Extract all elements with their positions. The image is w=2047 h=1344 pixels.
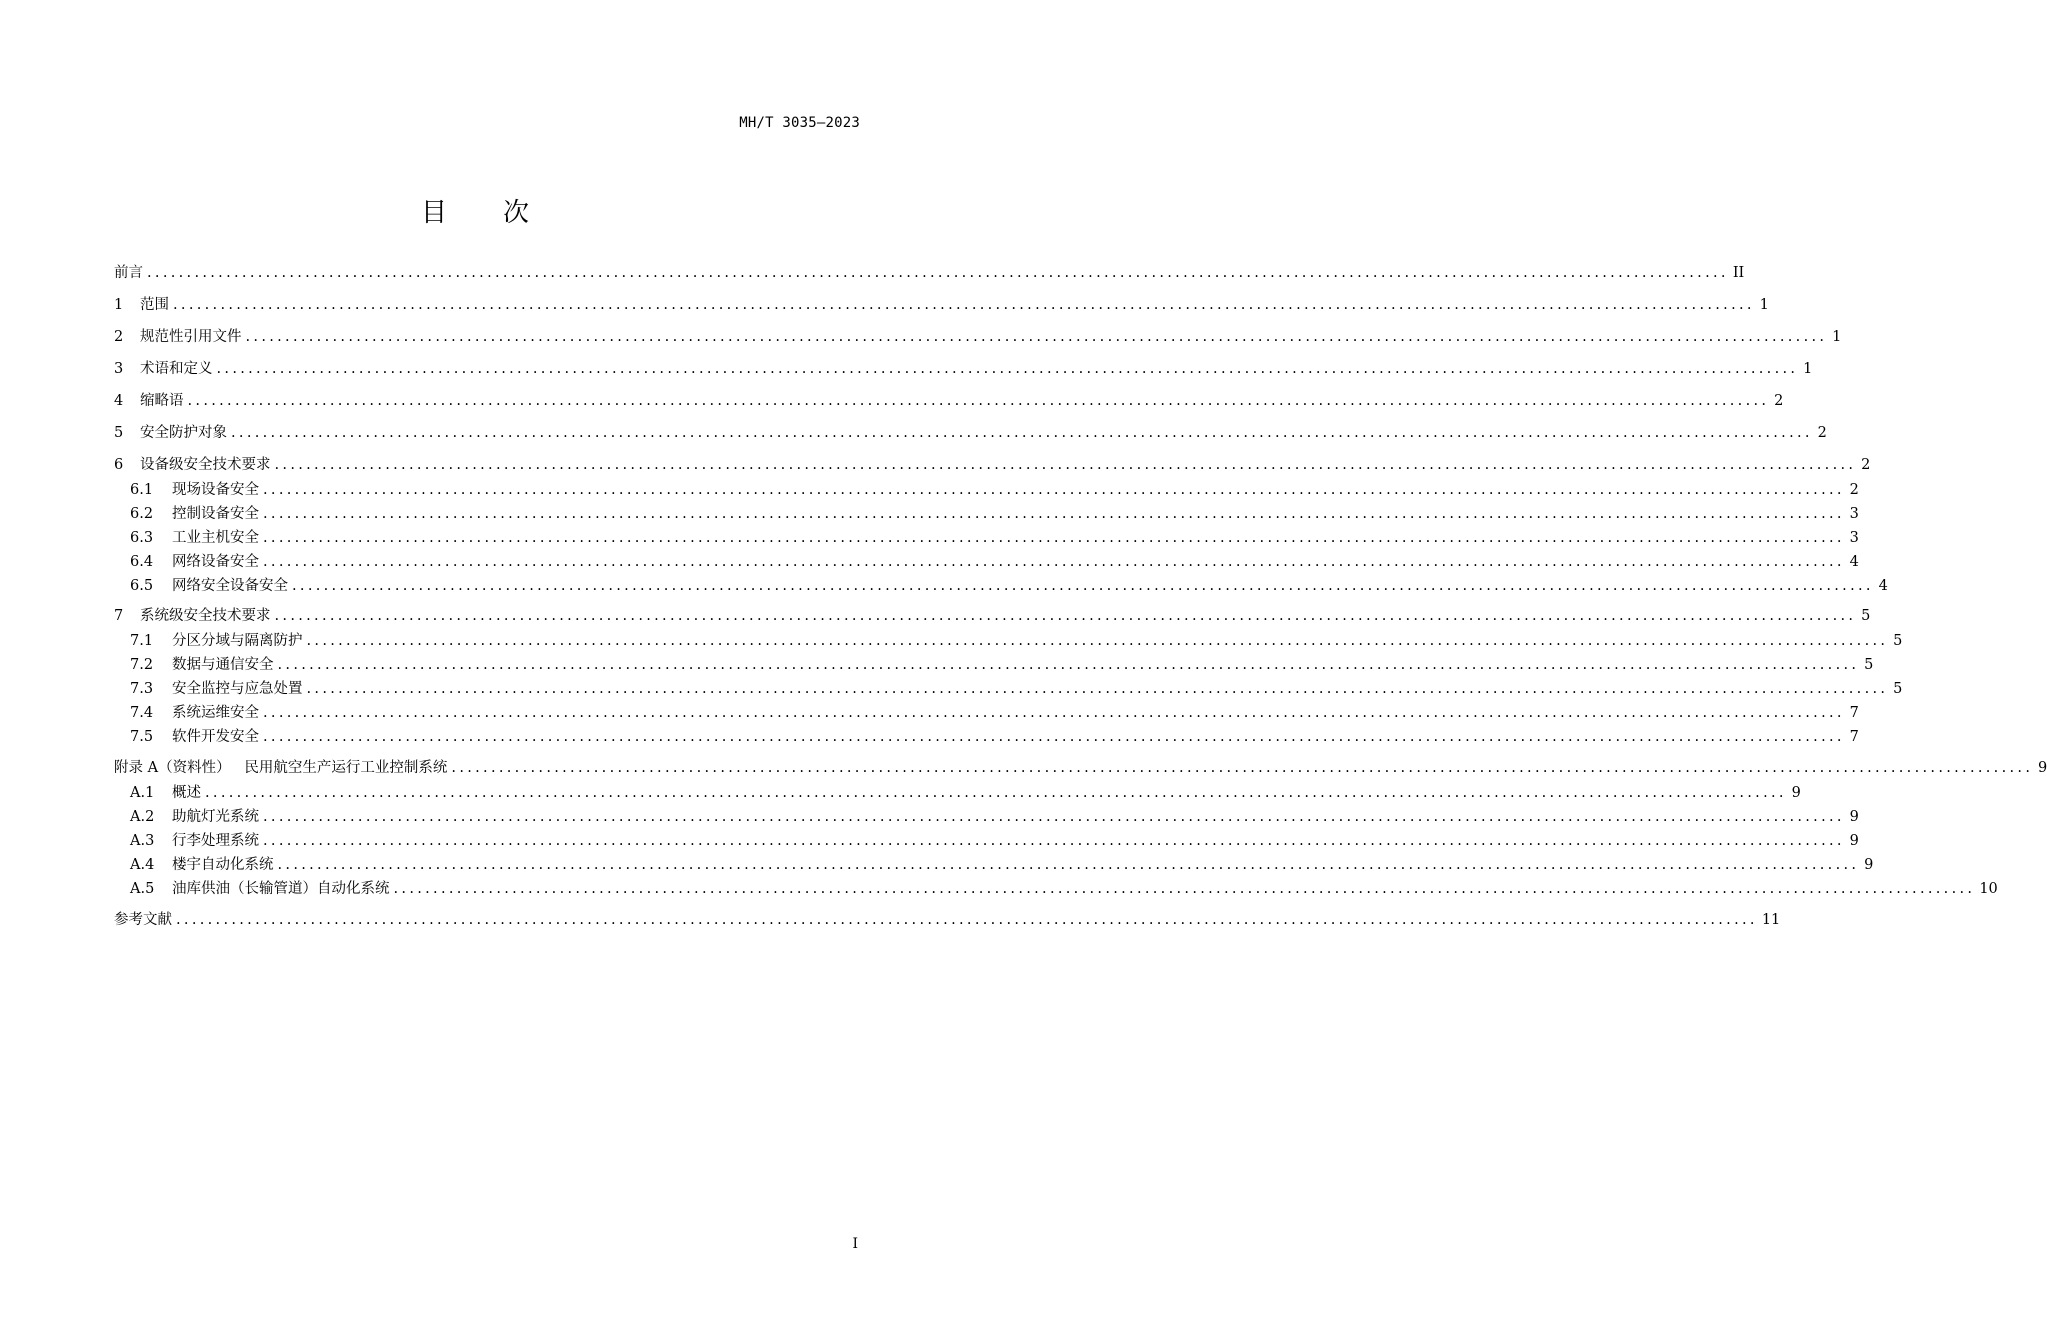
toc-entry-page: 4 [1878,578,1888,594]
toc-entry-page: 9 [1849,809,1859,825]
toc-entry[interactable] [130,829,1859,853]
toc-entry[interactable] [130,805,1859,829]
toc-entry[interactable] [130,725,1859,749]
dot-leader: ........................................................................................................................................................................................................ [263,506,1845,522]
toc-entry-label: 缩略语 [140,393,184,409]
toc-entry-page: 11 [1761,912,1781,928]
toc-entry[interactable] [130,853,1874,877]
toc-entry[interactable] [130,653,1874,677]
toc-entry-label: 概述 [172,785,201,801]
toc-entry-page: 9 [2038,760,2047,776]
toc-entry-label: 助航灯光系统 [172,809,259,825]
toc-entry[interactable] [114,756,2047,780]
toc-entry-page: 7 [1849,705,1859,721]
toc-entry-number: 6.3 [130,530,154,546]
toc-entry-page: 10 [1979,881,1998,897]
dot-leader: ........................................................................................................................................................................................................ [263,809,1845,825]
toc-entry-page: 7 [1849,729,1859,745]
dot-leader: ........................................................................................................................................................................................................ [173,297,1755,313]
toc-entry[interactable] [114,357,1813,381]
toc-entry-number: 7.4 [130,705,154,721]
dot-leader: ........................................................................................................................................................................................................ [263,530,1845,546]
toc-entry-label: 术语和定义 [140,361,213,377]
toc-entry-number: A.3 [130,833,155,849]
toc-entry-number: 1 [114,297,124,313]
toc-entry-page: 9 [1791,785,1801,801]
toc-entry-page: 3 [1849,506,1859,522]
toc-entry-label: 行李处理系统 [172,833,259,849]
toc-entry-page: 5 [1893,681,1903,697]
toc-entry-number: 7.5 [130,729,154,745]
dot-leader: ........................................................................................................................................................................................................ [274,457,1857,473]
dot-leader: ........................................................................................................................................................................................................ [263,554,1845,570]
toc-entry-label: 网络安全设备安全 [172,578,288,594]
toc-entry-label: 范围 [140,297,169,313]
toc-entry-label: 软件开发安全 [172,729,259,745]
toc-entry-label: 现场设备安全 [172,482,259,498]
dot-leader: ........................................................................................................................................................................................................ [451,760,2034,776]
toc-entry-number: A.5 [130,881,155,897]
toc-entry-page: 9 [1864,857,1874,873]
toc-entry-label: 设备级安全技术要求 [140,457,271,473]
toc-entry-number: A.2 [130,809,155,825]
toc-entry-number: A.4 [130,857,155,873]
toc-entry-number: 6 [114,457,124,473]
toc-entry[interactable] [130,478,1859,502]
toc-entry-label: 安全防护对象 [140,425,227,441]
toc-entry-number: 6.2 [130,506,154,522]
toc-entry-number: 7.3 [130,681,154,697]
document-code: MH/T 3035—2023 [739,115,860,131]
toc-entry-number: 3 [114,361,124,377]
dot-leader: ........................................................................................................................................................................................................ [393,881,1976,897]
dot-leader: ........................................................................................................................................................................................................ [231,425,1813,441]
toc-entry-label: 系统运维安全 [172,705,259,721]
dot-leader: ........................................................................................................................................................................................................ [306,633,1889,649]
dot-leader: ........................................................................................................................................................................................................ [306,681,1889,697]
toc-entry-label: 参考文献 [114,912,172,928]
toc-entry-page: 2 [1774,393,1784,409]
toc-entry[interactable] [130,526,1859,550]
toc-entry-label: 附录 A（资料性） 民用航空生产运行工业控制系统 [114,760,448,776]
page-title: 目次 [420,198,585,228]
toc-entry[interactable] [114,908,1781,932]
toc-entry[interactable] [114,604,1871,628]
page-number: I [852,1236,858,1252]
toc-entry-label: 油库供油（长输管道）自动化系统 [172,881,390,897]
toc-entry-page: 4 [1849,554,1859,570]
dot-leader: ........................................................................................................................................................................................................ [176,912,1758,928]
toc-entry[interactable] [114,293,1769,317]
toc-entry-page: 1 [1759,297,1769,313]
toc-entry-number: A.1 [130,785,155,801]
toc-entry-page: 3 [1849,530,1859,546]
toc-entry-number: 7.2 [130,657,154,673]
toc-entry-number: 6.4 [130,554,154,570]
toc-entry-label: 系统级安全技术要求 [140,608,271,624]
toc-entry-page: 2 [1849,482,1859,498]
toc-entry-label: 分区分域与隔离防护 [172,633,303,649]
dot-leader: ........................................................................................................................................................................................................ [263,705,1845,721]
toc-entry[interactable] [130,629,1903,653]
toc-entry-page: 9 [1849,833,1859,849]
toc-entry-number: 7.1 [130,633,154,649]
toc-entry[interactable] [114,325,1842,349]
toc-entry[interactable] [114,421,1827,445]
dot-leader: ........................................................................................................................................................................................................ [245,329,1828,345]
toc-entry[interactable] [130,701,1859,725]
toc-entry-number: 2 [114,329,124,345]
toc-entry-page: 1 [1832,329,1842,345]
dot-leader: ........................................................................................................................................................................................................ [263,833,1845,849]
dot-leader: ........................................................................................................................................................................................................ [187,393,1770,409]
toc-entry-label: 工业主机安全 [172,530,259,546]
toc-entry[interactable] [130,781,1801,805]
toc-entry-page: 1 [1803,361,1813,377]
toc-entry[interactable] [130,574,1888,598]
toc-entry[interactable] [130,677,1903,701]
dot-leader: ........................................................................................................................................................................................................ [277,857,1860,873]
toc-entry-page: 5 [1893,633,1903,649]
toc-entry-label: 网络设备安全 [172,554,259,570]
toc-entry[interactable] [130,550,1859,574]
dot-leader: ........................................................................................................................................................................................................ [277,657,1860,673]
toc-entry-number: 6.1 [130,482,154,498]
toc-entry[interactable] [130,877,1998,901]
toc-entry-number: 4 [114,393,124,409]
toc-entry-page: 5 [1861,608,1871,624]
toc-entry-number: 5 [114,425,124,441]
toc-entry[interactable] [114,453,1871,477]
toc-entry-page: 5 [1864,657,1874,673]
toc-entry-page: 2 [1817,425,1827,441]
toc-entry[interactable] [114,389,1784,413]
dot-leader: ........................................................................................................................................................................................................ [274,608,1857,624]
toc-entry-label: 规范性引用文件 [140,329,242,345]
toc-entry-label: 前言 [114,265,143,281]
toc-entry-label: 安全监控与应急处置 [172,681,303,697]
toc-entry-label: 数据与通信安全 [172,657,274,673]
toc-entry-label: 楼宇自动化系统 [172,857,274,873]
toc-entry-page: 2 [1861,457,1871,473]
toc-entry[interactable] [130,502,1859,526]
dot-leader: ........................................................................................................................................................................................................ [263,482,1845,498]
toc-entry-label: 控制设备安全 [172,506,259,522]
dot-leader: ........................................................................................................................................................................................................ [263,729,1845,745]
toc-entry-page: II [1732,265,1745,281]
dot-leader: ........................................................................................................................................................................................................ [205,785,1787,801]
toc-entry-number: 6.5 [130,578,154,594]
toc-entry-number: 7 [114,608,124,624]
dot-leader: ........................................................................................................................................................................................................ [292,578,1874,594]
toc-entry[interactable] [114,261,1745,285]
dot-leader: ........................................................................................................................................................................................................ [147,265,1729,281]
dot-leader: ........................................................................................................................................................................................................ [216,361,1799,377]
